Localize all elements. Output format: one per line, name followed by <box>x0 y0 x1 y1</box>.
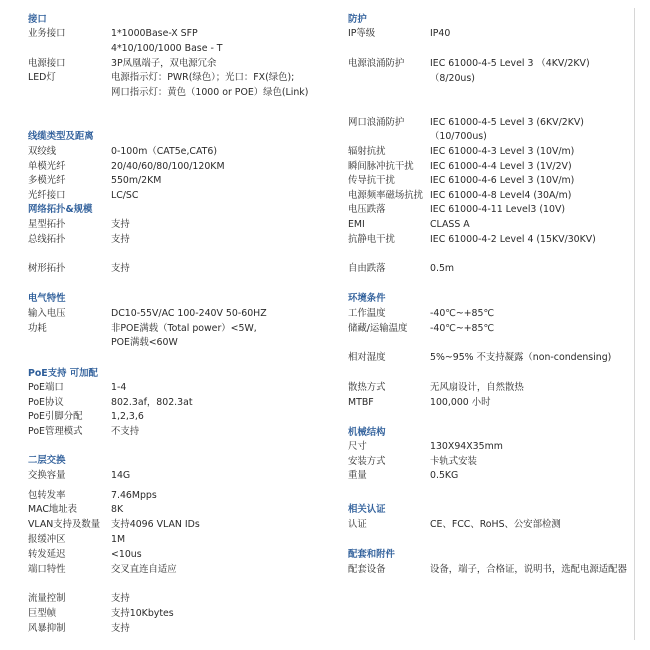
row-label: 总线拓扑 <box>28 234 66 245</box>
row-label: 传导抗干扰 <box>348 175 395 186</box>
row-label: 星型拓扑 <box>28 219 66 230</box>
row-value: 卡轨式安装 <box>430 456 477 467</box>
row-value: DC10-55V/AC 100-240V 50-60HZ <box>111 308 267 319</box>
row-value: 100,000 小时 <box>430 397 491 408</box>
row-value: 支持 <box>111 234 130 245</box>
row-label: 储藏/运输温度 <box>348 323 408 334</box>
row-value: IEC 61000-4-8 Level4 (30A/m) <box>430 190 572 201</box>
row-label: LED灯 <box>28 72 56 83</box>
row-label: 多模光纤 <box>28 175 66 186</box>
row-value: IEC 61000-4-5 Level 3 (6KV/2KV) <box>430 117 584 128</box>
row-label: 端口特性 <box>28 564 66 575</box>
row-value: 网口指示灯：黄色（1000 or POE）绿色(Link) <box>111 87 309 98</box>
row-label: 树形拓扑 <box>28 263 66 274</box>
row-value: 0.5m <box>430 263 455 274</box>
row-value: IEC 61000-4-11 Level3 (10V) <box>430 204 566 215</box>
row-value: 20/40/60/80/100/120KM <box>111 161 225 172</box>
row-value: 支持 <box>111 219 130 230</box>
section-header-layer2: 二层交换 <box>28 455 66 466</box>
row-value: 802.3af，802.3at <box>111 397 193 408</box>
row-label: 巨型帧 <box>28 608 57 619</box>
row-value: 5%~95% 不支持凝露（non-condensing) <box>430 352 612 363</box>
row-label: 网口浪涌防护 <box>348 117 405 128</box>
row-label: PoE协议 <box>28 397 64 408</box>
row-label: 功耗 <box>28 323 47 334</box>
row-value: （8/20us) <box>430 73 475 84</box>
row-label: 报缓冲区 <box>28 534 66 545</box>
row-value: 支持 <box>111 263 130 274</box>
row-value: 支持10Kbytes <box>111 608 174 619</box>
row-label: 交换容量 <box>28 470 66 481</box>
row-label: 抗静电干扰 <box>348 234 395 245</box>
row-value: 7.46Mpps <box>111 490 157 501</box>
row-value: 无风扇设计，自然散热 <box>430 382 524 393</box>
row-label: 辐射抗扰 <box>348 146 386 157</box>
row-label: 尺寸 <box>348 441 367 452</box>
section-header-cable: 线缆类型及距离 <box>28 131 94 142</box>
row-value: 1-4 <box>111 382 127 393</box>
row-value: 3P凤凰端子，双电源冗余 <box>111 58 217 69</box>
row-value: 550m/2KM <box>111 175 162 186</box>
row-label: VLAN支持及数量 <box>28 519 101 530</box>
row-value: 14G <box>111 470 131 481</box>
row-value: CE、FCC、RoHS、公安部检测 <box>430 519 561 530</box>
row-value: 4*10/100/1000 Base - T <box>111 43 223 54</box>
row-value: 支持 <box>111 593 130 604</box>
row-label: 重量 <box>348 470 367 481</box>
row-value: CLASS A <box>430 219 470 230</box>
row-label: 单模光纤 <box>28 161 66 172</box>
section-header-certification: 相关认证 <box>348 504 386 515</box>
row-label: PoE端口 <box>28 382 64 393</box>
row-value: 电源指示灯：PWR(绿色）；光口：FX(绿色); <box>111 72 295 83</box>
row-value: -40℃~+85℃ <box>430 323 495 334</box>
row-value: （10/700us) <box>430 131 487 142</box>
row-value: IEC 61000-4-3 Level 3 (10V/m) <box>430 146 575 157</box>
row-value: 130X94X35mm <box>430 441 503 452</box>
page-border-line <box>634 8 635 640</box>
row-value: 交叉直连自适应 <box>111 564 177 575</box>
row-value: 支持 <box>111 623 130 634</box>
row-label: 电源浪涌防护 <box>348 58 405 69</box>
row-value: -40℃~+85℃ <box>430 308 495 319</box>
row-value: POE满载<60W <box>111 337 178 348</box>
section-header-interface: 接口 <box>28 14 47 25</box>
row-value: 0.5KG <box>430 470 459 481</box>
row-value: IEC 61000-4-5 Level 3 （4KV/2KV) <box>430 58 590 69</box>
row-label: 包转发率 <box>28 490 66 501</box>
row-label: 电压跌落 <box>348 204 386 215</box>
row-value: 1*1000Base-X SFP <box>111 28 198 39</box>
row-label: 工作温度 <box>348 308 386 319</box>
row-label: EMI <box>348 219 365 230</box>
row-label: 风暴抑制 <box>28 623 66 634</box>
row-label: 输入电压 <box>28 308 66 319</box>
section-header-electrical: 电气特性 <box>28 293 66 304</box>
row-label: 业务接口 <box>28 28 66 39</box>
row-label: 自由跌落 <box>348 263 386 274</box>
row-value: <10us <box>111 549 142 560</box>
section-header-protection: 防护 <box>348 14 367 25</box>
row-label: 瞬间脉冲抗干扰 <box>348 161 414 172</box>
row-label: PoE引脚分配 <box>28 411 83 422</box>
section-header-environment: 环境条件 <box>348 293 386 304</box>
row-label: 电源接口 <box>28 58 66 69</box>
row-label: IP等级 <box>348 28 376 39</box>
row-value: IEC 61000-4-2 Level 4 (15KV/30KV) <box>430 234 596 245</box>
row-label: 散热方式 <box>348 382 386 393</box>
row-value: LC/SC <box>111 190 139 201</box>
row-label: 认证 <box>348 519 367 530</box>
row-value: IEC 61000-4-6 Level 3 (10V/m) <box>430 175 575 186</box>
row-value: 设备，端子，合格证，说明书，选配电源适配器 <box>430 564 627 575</box>
row-value: 8K <box>111 504 124 515</box>
row-label: 光纤接口 <box>28 190 66 201</box>
row-label: 电源频率磁场抗扰 <box>348 190 424 201</box>
row-value: IEC 61000-4-4 Level 3 (1V/2V) <box>430 161 572 172</box>
row-value: 1,2,3,6 <box>111 411 144 422</box>
section-header-mechanical: 机械结构 <box>348 427 386 438</box>
row-value: 0-100m（CAT5e,CAT6) <box>111 146 217 157</box>
row-label: 安装方式 <box>348 456 386 467</box>
row-value: 非POE满载（Total power）<5W, <box>111 323 257 334</box>
row-value: 1M <box>111 534 126 545</box>
row-label: PoE管理模式 <box>28 426 83 437</box>
row-label: 配套设备 <box>348 564 386 575</box>
row-label: MTBF <box>348 397 374 408</box>
row-value: 支持4096 VLAN IDs <box>111 519 200 530</box>
section-header-accessories: 配套和附件 <box>348 549 395 560</box>
row-label: 转发延迟 <box>28 549 66 560</box>
section-header-poe: PoE支持 可加配 <box>28 368 98 379</box>
row-value: 不支持 <box>111 426 140 437</box>
row-label: 双绞线 <box>28 146 57 157</box>
section-header-topology: 网络拓扑&规模 <box>28 204 93 215</box>
row-label: MAC地址表 <box>28 504 78 515</box>
row-label: 流量控制 <box>28 593 66 604</box>
row-label: 相对湿度 <box>348 352 386 363</box>
row-value: IP40 <box>430 28 451 39</box>
